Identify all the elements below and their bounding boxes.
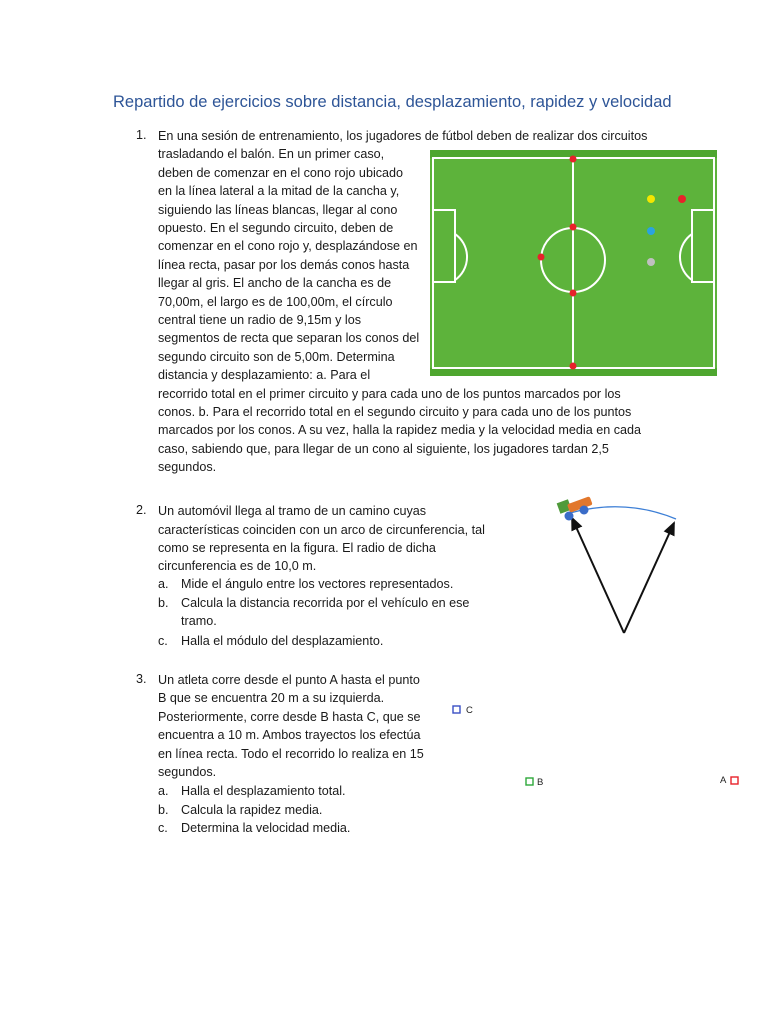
final-position-vector (624, 523, 674, 633)
exercise-1-line: distancia y desplazamiento: a. Para el (158, 368, 371, 382)
exercise-1-line: opuesto. En el segundo circuito, deben de (158, 221, 394, 235)
exercise-3-item-letter: c. (158, 821, 168, 835)
exercise-3-line: en línea recta. Todo el recorrido lo realiza en 15 (158, 747, 424, 761)
red-cone-icon (570, 363, 577, 370)
exercise-1-line: llegar al gris. El ancho de la cancha es de (158, 276, 392, 290)
exercise-1-line: segundos. (158, 460, 217, 474)
point-b-label: B (537, 777, 544, 788)
red-cone-icon (570, 290, 577, 297)
car-icon (557, 496, 593, 520)
exercise-2-item-letter: c. (158, 634, 168, 648)
exercise-1-line: conos. b. Para el recorrido total en el segundo circuito y para cada uno de los puntos (158, 405, 632, 419)
exercise-3-line: segundos. (158, 765, 217, 779)
exercise-1-line: deben de comenzar en el cono rojo ubicado (158, 166, 404, 180)
exercise-2-item-text: Mide el ángulo entre los vectores representados. (181, 577, 454, 591)
exercise-3-item-letter: b. (158, 803, 169, 817)
exercise-3-line: Un atleta corre desde el punto A hasta el punto (158, 673, 420, 687)
exercise-2-line: circunferencia es de 10,0 m. (158, 559, 317, 573)
exercise-1-line: central tiene un radio de 9,15m y los (158, 313, 362, 327)
point-a-marker-icon (730, 776, 739, 785)
exercise-2-item-text: tramo. (181, 614, 217, 628)
page-title: Repartido de ejercicios sobre distancia, desplazamiento, rapidez y velocidad (113, 93, 672, 111)
initial-position-vector (572, 518, 624, 633)
exercise-3-item-text: Halla el desplazamiento total. (181, 784, 346, 798)
exercise-1-line: trasladando el balón. En un primer caso, (158, 147, 385, 161)
point-b-marker-icon (525, 777, 534, 786)
exercise-3-line: Posteriormente, corre desde B hasta C, que se (158, 710, 421, 724)
exercise-1-line: segundo circuito son de 5,00m. Determina (158, 350, 395, 364)
exercise-3-line: encuentra a 10 m. Ambos trayectos los efectúa (158, 728, 421, 742)
exercise-3-item-text: Calcula la rapidez media. (181, 803, 323, 817)
red-cone-icon (570, 224, 577, 231)
soccer-field-image (430, 150, 717, 376)
exercise-1-line: recorrido total en el primer circuito y para cada uno de los puntos marcados por los (158, 387, 621, 401)
exercise-1-line: en la línea lateral a la mitad de la cancha y, (158, 184, 400, 198)
exercise-2-item-letter: b. (158, 596, 169, 610)
exercise-2-line: Un automóvil llega al tramo de un camino cuyas (158, 504, 427, 518)
exercise-2-number: 2. (136, 503, 147, 517)
blue-cone-icon (647, 227, 655, 235)
arc-vectors-figure (550, 490, 690, 640)
exercise-3-line: B que se encuentra 20 m a su izquierda. (158, 691, 385, 705)
exercise-1-line: línea recta, pasar por los demás conos hasta (158, 258, 410, 272)
exercise-2-line: como se representa en la figura. El radio de dicha (158, 541, 436, 555)
exercise-2-item-text: Calcula la distancia recorrida por el vehículo en ese (181, 596, 470, 610)
exercise-3-item-text: Determina la velocidad media. (181, 821, 351, 835)
exercise-1-line: En una sesión de entrenamiento, los jugadores de fútbol deben de realizar dos circuitos (158, 129, 648, 143)
exercise-3-item-letter: a. (158, 784, 169, 798)
exercise-1-line: segmentos de recta que separan los conos del (158, 331, 420, 345)
exercise-1-line: siguiendo las líneas blancas, llegar al cono (158, 203, 398, 217)
exercise-1-line: caso, sabiendo que, para llegar de un cono al siguiente, los jugadores tardan 2,5 (158, 442, 609, 456)
gray-cone-icon (647, 258, 655, 266)
yellow-cone-icon (647, 195, 655, 203)
exercise-3-number: 3. (136, 672, 147, 686)
exercise-2-item-text: Halla el módulo del desplazamiento. (181, 634, 384, 648)
exercise-2-line: características coinciden con un arco de circunferencia, tal (158, 523, 485, 537)
point-c-label: C (466, 705, 473, 716)
exercise-2-item-letter: a. (158, 577, 169, 591)
exercise-1-line: 70,00m, el largo es de 100,00m, el círculo (158, 295, 393, 309)
red-cone-icon (538, 254, 545, 261)
exercise-1-line: marcados por los conos. A su vez, halla la rapidez media y la velocidad media en cada (158, 423, 642, 437)
red-cone-icon (570, 156, 577, 163)
exercise-1-number: 1. (136, 128, 147, 142)
point-c-marker-icon (452, 705, 461, 714)
red-cone-icon (678, 195, 686, 203)
point-a-label: A (720, 775, 727, 786)
exercise-1-line: comenzar en el cono rojo y, desplazándose en (158, 239, 418, 253)
